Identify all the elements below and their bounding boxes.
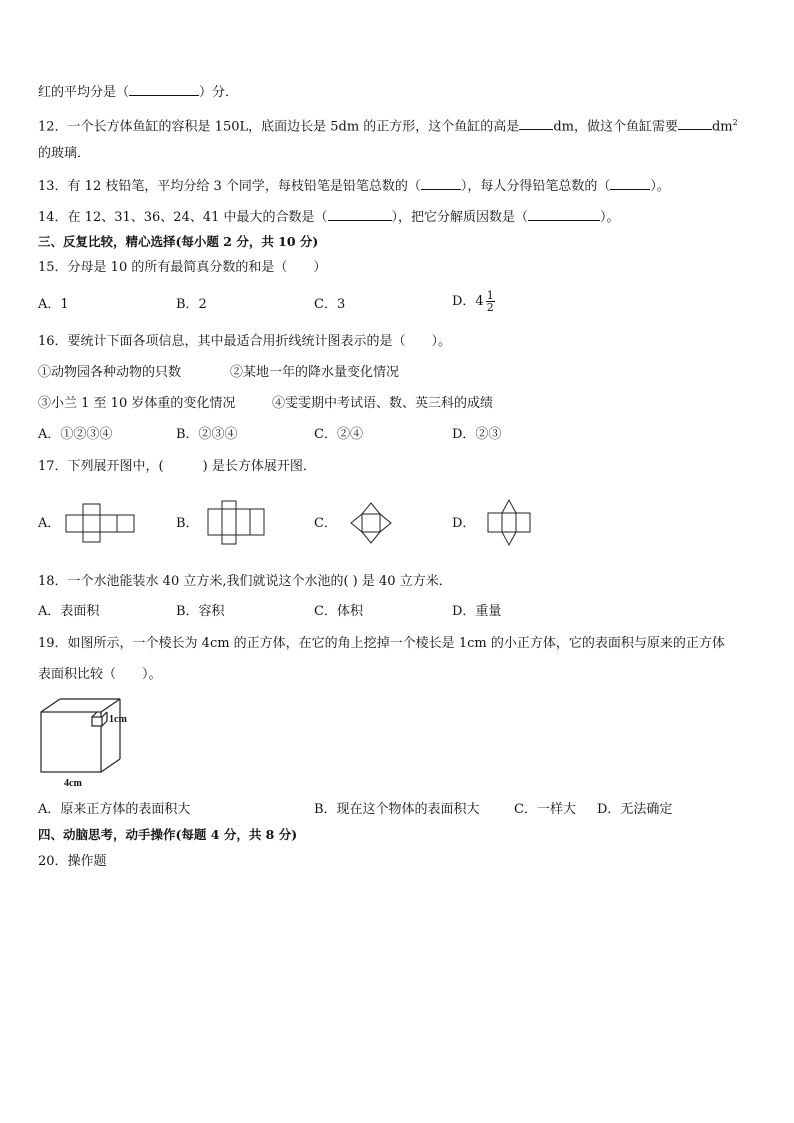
q14-line (38, 207, 620, 227)
fraction-denominator: 2 (486, 301, 494, 314)
q18-option-b[interactable]: B．容积 (176, 604, 225, 619)
q18-option-d[interactable]: D．重量 (452, 604, 502, 619)
q11-text-before: 红的平均分是（ (38, 85, 130, 100)
q19-option-d[interactable]: D．无法确定 (597, 802, 673, 817)
q14-blank-2 (528, 207, 600, 221)
q19-label-big: 4cm (64, 778, 82, 789)
q17-option-d[interactable]: D． (452, 516, 476, 531)
q11-tail (38, 82, 238, 102)
q17-net-d-figure (485, 498, 533, 548)
q13-text-a: 13．有 12 枝铅笔，平均分给 3 个同学，每枝铅笔是铅笔总数的（ (38, 179, 421, 194)
q17-option-c[interactable]: C． (314, 516, 337, 531)
q14-text-b: ），把它分解质因数是（ (391, 210, 529, 225)
q18-option-c[interactable]: C．体积 (314, 604, 363, 619)
q16-option-b[interactable]: B．②③④ (176, 427, 238, 442)
q16-item-1: ①动物园各种动物的只数 (38, 365, 182, 380)
q19-stem-line2: 表面积比较（ ）。 (38, 667, 162, 682)
q12-text-a: 12．一个长方体鱼缸的容积是 150L，底面边长是 5dm 的正方形，这个鱼缸的高是 (38, 119, 520, 135)
fraction-numerator: 1 (486, 289, 494, 302)
q17-net-b-figure (206, 500, 268, 546)
q17-net-a-figure (64, 503, 138, 543)
q16-item-2: ②某地一年的降水量变化情况 (230, 365, 400, 380)
q12-blank-1 (519, 116, 553, 130)
q15-option-a[interactable]: A．1 (38, 297, 69, 312)
q16-item-4: ④雯雯期中考试语、数、英三科的成绩 (272, 396, 494, 411)
q18-option-a[interactable]: A．表面积 (38, 604, 100, 619)
q20-title: 20．操作题 (38, 854, 107, 869)
q19-option-b[interactable]: B．现在这个物体的表面积大 (314, 802, 480, 817)
q16-stem: 16．要统计下面各项信息，其中最适合用折线统计图表示的是（ ）。 (38, 334, 452, 349)
q16-option-c[interactable]: C．②④ (314, 427, 363, 442)
q19-label-small: 1cm (109, 714, 127, 725)
q11-text-after: ）分． (199, 85, 239, 100)
q16-option-a[interactable]: A．①②③④ (38, 427, 113, 442)
q17-stem: 17．下列展开图中，( ) 是长方体展开图． (38, 459, 316, 474)
q14-text-c: ）。 (600, 210, 620, 225)
q15-option-c[interactable]: C．3 (314, 297, 346, 312)
q13-blank-2 (610, 176, 650, 190)
q15-option-d-fraction (486, 290, 495, 313)
q12-unit: dm (711, 119, 733, 135)
q19-stem-line1: 19．如图所示，一个棱长为 4cm 的正方体，在它的角上挖掉一个棱长是 1cm 的小正方体，它的表面积与原来的正方体 (38, 636, 725, 651)
q13-line (38, 176, 670, 196)
q19-option-a[interactable]: A．原来正方体的表面积大 (38, 802, 191, 817)
q15-stem: 15．分母是 10 的所有最简真分数的和是（ ） (38, 260, 327, 275)
q15-option-d-label: D．4 (452, 294, 484, 309)
q17-option-a[interactable]: A． (38, 516, 61, 531)
q15-option-b[interactable]: B．2 (176, 297, 207, 312)
q12-unit-superscript: 2 (732, 118, 738, 127)
q13-blank-1 (421, 176, 461, 190)
q12-blank-2 (678, 116, 712, 130)
section-4-heading: 四、动脑思考，动手操作(每题 4 分，共 8 分) (38, 827, 298, 842)
q16-item-3: ③小兰 1 至 10 岁体重的变化情况 (38, 396, 236, 411)
q12-line1 (38, 114, 738, 136)
q11-blank (129, 82, 199, 96)
q19-option-c[interactable]: C．一样大 (514, 802, 576, 817)
q14-blank-1 (328, 207, 392, 221)
q16-option-d[interactable]: D．②③ (452, 427, 502, 442)
q12-text-b: dm，做这个鱼缸需要 (553, 119, 678, 135)
q17-option-b[interactable]: B． (176, 516, 199, 531)
q17-net-c-figure (348, 500, 394, 546)
q18-stem: 18．一个水池能装水 40 立方米,我们就说这个水池的( ) 是 40 立方米． (38, 574, 452, 589)
q13-text-c: ）。 (650, 179, 670, 194)
section-3-heading: 三、反复比较，精心选择(每小题 2 分，共 10 分) (38, 234, 319, 249)
q13-text-b: ），每人分得铅笔总数的（ (460, 179, 611, 194)
q12-line2: 的玻璃． (38, 146, 91, 161)
q19-cube-figure (36, 695, 136, 790)
q14-text-a: 14．在 12、31、36、24、41 中最大的合数是（ (38, 210, 328, 225)
q15-option-d[interactable] (452, 290, 495, 313)
